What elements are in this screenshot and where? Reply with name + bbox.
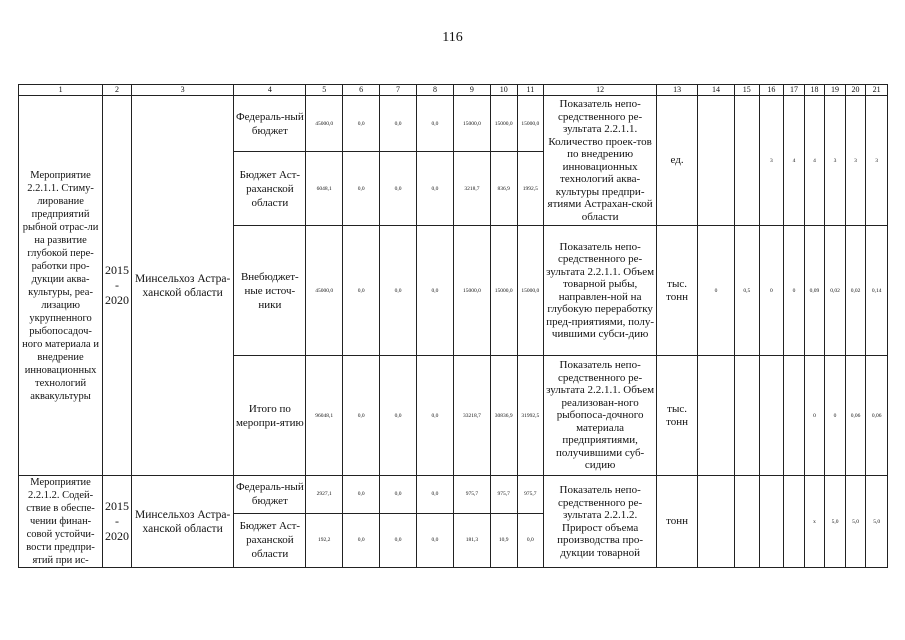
value-cell: 30836,9 (490, 356, 517, 476)
header-cell: 21 (866, 85, 888, 96)
value-cell: 0,0 (343, 356, 380, 476)
value-cell: 15000,0 (517, 226, 544, 356)
header-cell: 12 (544, 85, 657, 96)
value-cell: 45000,0 (306, 226, 343, 356)
value-cell: 192,2 (306, 513, 343, 567)
indicator-value: 3 (825, 96, 846, 226)
value-cell: 975,7 (490, 476, 517, 514)
executor: Минсельхоз Астра-ханской области (131, 476, 234, 568)
header-row (19, 85, 888, 96)
indicator-value: 0,02 (825, 226, 846, 356)
value-cell: 0,0 (343, 476, 380, 514)
value-cell: 2927,1 (306, 476, 343, 514)
page-number: 116 (442, 30, 463, 45)
header-cell: 15 (735, 85, 760, 96)
header-cell: 3 (131, 85, 234, 96)
value-cell: 3218,7 (453, 152, 490, 226)
value-cell: 836,9 (490, 152, 517, 226)
indicator-text: Показатель непо-средственного ре-зультата 2.2.1.1. Объем реализован-ного рыбопоса-дочного материала предприятиями, получившими суб-сидию (544, 356, 657, 476)
header-cell: 16 (759, 85, 784, 96)
indicator-value: 0 (804, 356, 825, 476)
indicator-value: 0 (698, 226, 735, 356)
value-cell: 0,0 (343, 226, 380, 356)
value-cell: 15000,0 (490, 96, 517, 152)
indicator-value: 0,09 (804, 226, 825, 356)
value-cell: 15000,0 (453, 96, 490, 152)
value-cell: 45000,0 (306, 96, 343, 152)
indicator-value (698, 356, 735, 476)
indicator-value: 0,14 (866, 226, 888, 356)
indicator-value (698, 476, 735, 568)
indicator-value: 3 (845, 96, 866, 226)
indicator-value: 4 (804, 96, 825, 226)
value-cell: 15000,0 (517, 96, 544, 152)
value-cell: 975,7 (453, 476, 490, 514)
indicator-value: 3 (866, 96, 888, 226)
header-cell: 14 (698, 85, 735, 96)
indicator-value: 0,5 (735, 226, 760, 356)
header-cell: 7 (380, 85, 417, 96)
indicator-value: 0,06 (866, 356, 888, 476)
value-cell: 15000,0 (490, 226, 517, 356)
value-cell: 33218,7 (453, 356, 490, 476)
value-cell: 0,0 (380, 513, 417, 567)
value-cell: 96048,1 (306, 356, 343, 476)
value-cell: 0,0 (417, 152, 454, 226)
indicator-unit: тыс. тонн (657, 226, 698, 356)
header-cell: 10 (490, 85, 517, 96)
indicator-text: Показатель непо-средственного ре-зультата 2.2.1.1. Количество проек-тов по внедрению инновационных технологий аква-культуры предпри-ятиями Астрахан-ской области (544, 96, 657, 226)
header-cell: 4 (234, 85, 306, 96)
header-cell: 20 (845, 85, 866, 96)
implementation-years: 2015 - 2020 (103, 96, 132, 476)
indicator-value: 0,02 (845, 226, 866, 356)
value-cell: 975,7 (517, 476, 544, 514)
table-row (19, 96, 888, 152)
indicator-value: 5,0 (866, 476, 888, 568)
value-cell: 0,0 (380, 476, 417, 514)
value-cell: 0,0 (517, 513, 544, 567)
value-cell: 0,0 (417, 356, 454, 476)
header-cell: 19 (825, 85, 846, 96)
indicator-unit: ед. (657, 96, 698, 226)
indicator-text: Показатель непо-средственного ре-зультата 2.2.1.2. Прирост объема производства про-дукции товарной (544, 476, 657, 568)
activity-name: Мероприятие 2.2.1.1. Стиму-лирование предприятий рыбной отрас-ли на развитие глубокой пере-работки про-дукции аква-культуры, реа-лизацию укрупненного рыбопосадоч-ного материала и внедрение инновационных технологий аквакультуры (19, 96, 103, 476)
activity-name: Мероприятие 2.2.1.2. Содей-ствие в обеспе-чении финан-совой устойчи-вости предпри-ятий при ис- (19, 476, 103, 568)
value-cell: 0,0 (417, 513, 454, 567)
header-cell: 17 (784, 85, 805, 96)
header-cell: 18 (804, 85, 825, 96)
header-cell: 8 (417, 85, 454, 96)
indicator-value (735, 476, 760, 568)
indicator-value: 0 (759, 226, 784, 356)
funding-source: Бюджет Аст-раханской области (234, 152, 306, 226)
funding-source: Внебюджет-ные источ-ники (234, 226, 306, 356)
header-cell: 9 (453, 85, 490, 96)
value-cell: 0,0 (343, 152, 380, 226)
header-cell: 11 (517, 85, 544, 96)
indicator-value (784, 476, 805, 568)
indicator-value: 0,06 (845, 356, 866, 476)
indicator-unit: тонн (657, 476, 698, 568)
indicator-value: 0 (784, 226, 805, 356)
funding-source: Федераль-ный бюджет (234, 96, 306, 152)
value-cell: 0,0 (417, 226, 454, 356)
value-cell: 181,3 (453, 513, 490, 567)
value-cell: 10,9 (490, 513, 517, 567)
indicator-value: x (804, 476, 825, 568)
value-cell: 0,0 (343, 513, 380, 567)
indicator-value: 3 (759, 96, 784, 226)
value-cell: 6048,1 (306, 152, 343, 226)
header-cell: 1 (19, 85, 103, 96)
funding-source: Бюджет Аст-раханской области (234, 513, 306, 567)
value-cell: 15000,0 (453, 226, 490, 356)
indicator-value: 5,0 (845, 476, 866, 568)
value-cell: 1992,5 (517, 152, 544, 226)
header-cell: 6 (343, 85, 380, 96)
value-cell: 0,0 (417, 96, 454, 152)
implementation-years: 2015 - 2020 (103, 476, 132, 568)
funding-source: Федераль-ный бюджет (234, 476, 306, 514)
value-cell: 0,0 (417, 476, 454, 514)
indicator-value: 5,0 (825, 476, 846, 568)
indicator-value (735, 96, 760, 226)
value-cell: 0,0 (343, 96, 380, 152)
indicator-value (784, 356, 805, 476)
value-cell: 0,0 (380, 356, 417, 476)
value-cell: 0,0 (380, 152, 417, 226)
header-cell: 2 (103, 85, 132, 96)
funding-source: Итого по меропри-ятию (234, 356, 306, 476)
table-row (19, 476, 888, 514)
indicator-value (735, 356, 760, 476)
header-cell: 13 (657, 85, 698, 96)
indicator-value (698, 96, 735, 226)
indicator-unit: тыс. тонн (657, 356, 698, 476)
indicator-value (759, 476, 784, 568)
value-cell: 31992,5 (517, 356, 544, 476)
indicator-value (759, 356, 784, 476)
indicator-value: 4 (784, 96, 805, 226)
program-table (18, 84, 888, 568)
indicator-value: 0 (825, 356, 846, 476)
value-cell: 0,0 (380, 96, 417, 152)
executor: Минсельхоз Астра-ханской области (131, 96, 234, 476)
header-cell: 5 (306, 85, 343, 96)
value-cell: 0,0 (380, 226, 417, 356)
indicator-text: Показатель непо-средственного ре-зультата 2.2.1.1. Объем товарной рыбы, направлен-ной на глубокую переработку пред-приятиями, полу-чившими субси-дию (544, 226, 657, 356)
